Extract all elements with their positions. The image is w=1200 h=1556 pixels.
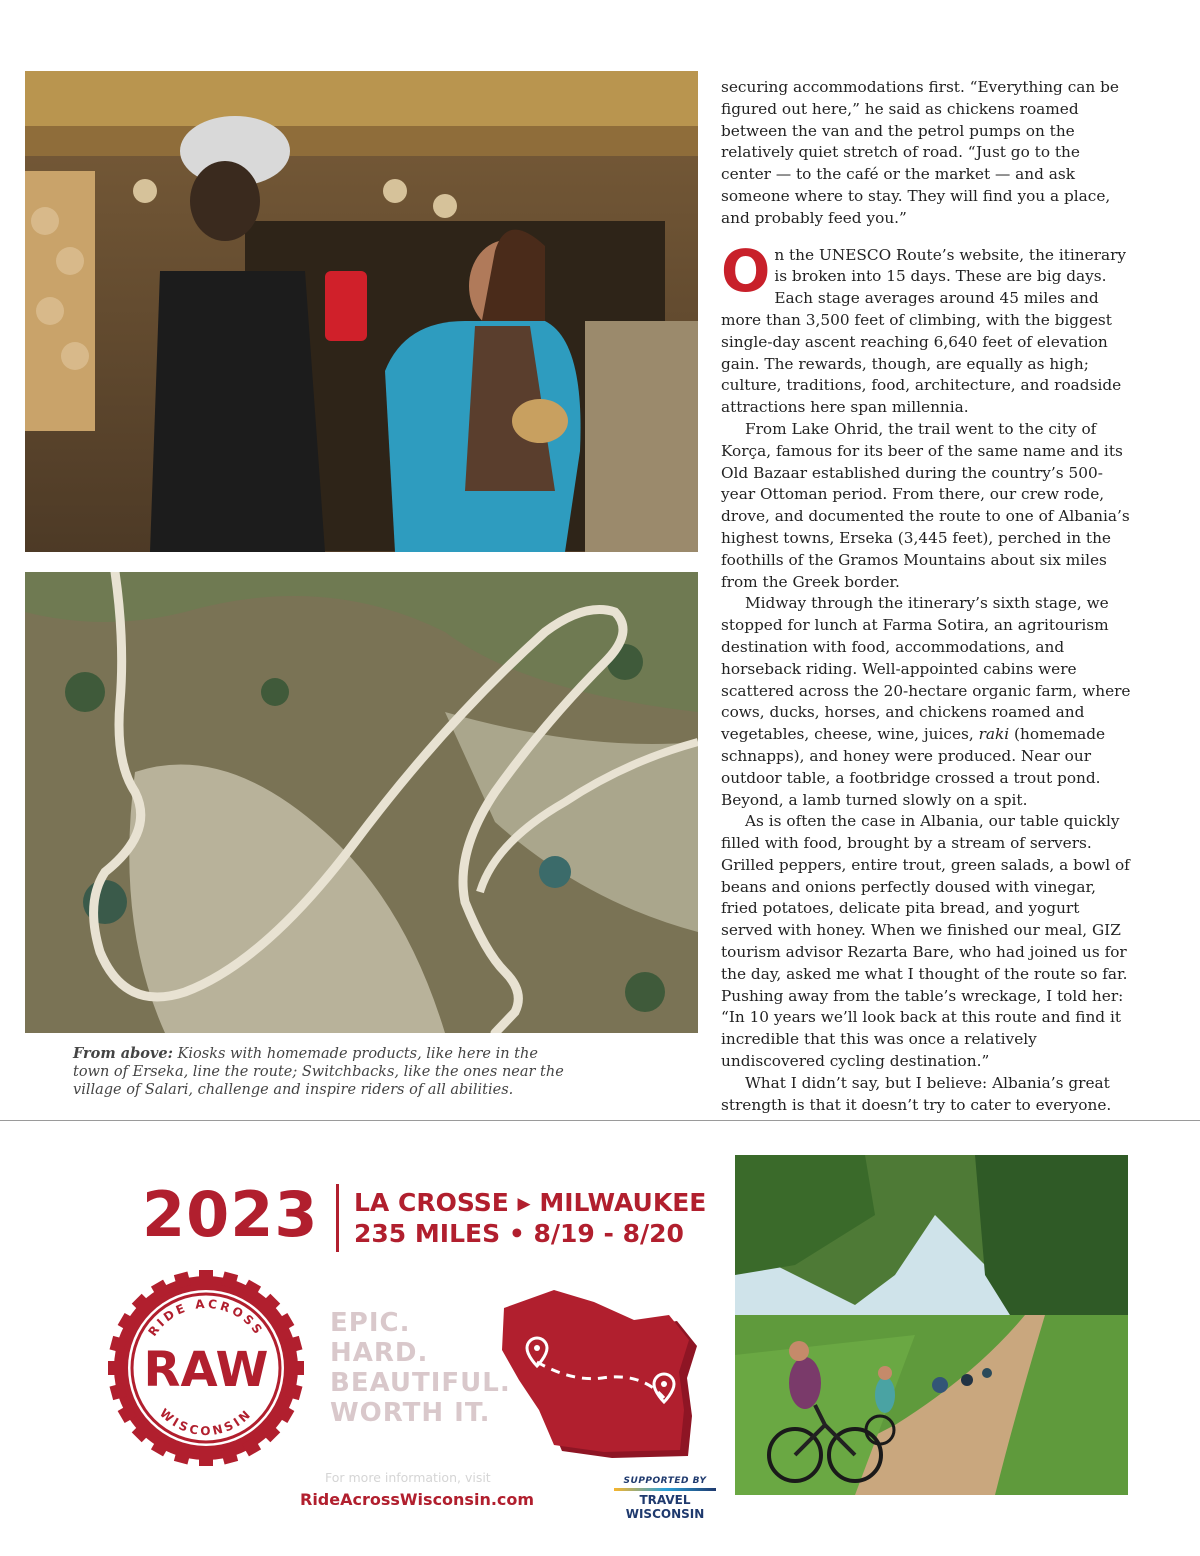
article-paragraph-2-text: n the UNESCO Route’s website, the itinerary is broken into 15 days. These are big days. Each stage averages around 45 miles and more than 3,500 feet of climbing, with the biggest single-day ascent reaching 6,640 feet of elevation gain. The rewards, though, are equally as high; culture, traditions, food, architecture, and roadside attractions here span millennia. <box>721 245 1127 417</box>
photo-caption <box>73 1045 573 1099</box>
ad-divider <box>336 1184 339 1252</box>
route-arrow-icon: ▶ <box>517 1194 531 1214</box>
ad-route-from: LA CROSSE <box>354 1188 509 1217</box>
kiosk-photo-illustration <box>25 71 698 552</box>
gear-tooth <box>108 1361 122 1375</box>
ad-dot: • <box>508 1219 525 1248</box>
gear-tooth <box>290 1361 304 1375</box>
switchbacks-photo <box>25 572 698 1033</box>
ad-route-to: MILWAUKEE <box>539 1188 707 1217</box>
supported-by-label: SUPPORTED BY <box>623 1476 707 1486</box>
article-column <box>721 77 1131 1116</box>
sponsor-name: TRAVEL WISCONSIN <box>625 1493 705 1521</box>
travel-wisconsin-logo <box>602 1476 728 1521</box>
article-paragraph-3: From Lake Ohrid, the trail went to the city of Korça, famous for its beer of the same name and its Old Bazaar established during the country’s 500-year Ottoman period. From there, our crew rode, drove, and documented the route to one of Albania’s highest towns, Erseka (3,445 feet), perched in the foothills of the Gramos Mountains about six miles from the Greek border. <box>721 419 1130 591</box>
kiosk-photo <box>25 71 698 552</box>
ad-miles: 235 MILES <box>354 1219 501 1248</box>
raw-logo <box>106 1268 306 1468</box>
gear-tooth <box>199 1452 213 1466</box>
article-paragraph-5: As is often the case in Albania, our table quickly filled with food, brought by a stream of servers. Grilled peppers, entire trout, green salads, a bowl of beans and onions perfectly doused with vinegar, fried potatoes, delicate pita bread, and yogurt served with honey. When we finished our meal, GIZ tourism advisor Rezarta Bare, who had joined us for the day, asked me what I thought of the route so far. Pushing away from the table’s wreckage, I told her: “In 10 years we’ll look back at this route and find it incredible that this was once a relatively undiscovered cycling destination.” <box>721 812 1130 1071</box>
article-paragraph-4-b: (homemade schnapps), and honey were produced. Near our outdoor table, a footbridge crossed a trout pond. Beyond, a lamb turned slowly on a spit. <box>721 725 1106 809</box>
ad-website-link[interactable]: RideAcrossWisconsin.com <box>300 1490 535 1509</box>
raw-advertisement[interactable] <box>100 1170 720 1521</box>
riders-photo-illustration <box>735 1155 1128 1495</box>
caption-text: Kiosks with homemade products, like here in the town of Erseka, line the route; Switchbacks, like the ones near the village of Salari, challenge and inspire riders of all abilities. <box>73 1046 564 1098</box>
article-paragraph-2 <box>721 236 1131 419</box>
drop-cap: O <box>721 236 771 305</box>
logo-main-text: RAW <box>143 1342 269 1398</box>
ad-dates: 8/19 - 8/20 <box>533 1219 684 1248</box>
tagline-line: WORTH IT. <box>330 1398 491 1428</box>
article-paragraph-4 <box>721 593 1131 811</box>
gear-tooth <box>199 1270 213 1284</box>
logo-top-text: RIDE ACROSS <box>145 1296 267 1339</box>
tagline-line: EPIC. <box>330 1308 411 1338</box>
ad-tagline <box>330 1308 511 1428</box>
page-divider <box>0 1120 1200 1121</box>
tagline-line: HARD. <box>330 1338 429 1368</box>
wisconsin-map <box>492 1286 710 1464</box>
article-paragraph-4-a: Midway through the itinerary’s sixth stage, we stopped for lunch at Farma Sotira, an agritourism destination with food, accommodations, and horseback riding. Well-appointed cabins were scattered across the 20-hectare organic farm, where cows, ducks, horses, and chickens roamed and vegetables, cheese, wine, juices, <box>721 594 1131 744</box>
ad-more-info: For more information, visit <box>325 1470 491 1485</box>
ad-route <box>354 1188 706 1249</box>
article-paragraph-6: What I didn’t say, but I believe: Albania’s great strength is that it doesn’t try to cater to everyone. <box>721 1073 1112 1114</box>
tagline-line: BEAUTIFUL. <box>330 1368 511 1398</box>
caption-lead: From above: <box>73 1045 173 1062</box>
logo-bottom-text: WISCONSIN <box>156 1405 255 1439</box>
article-paragraph-4-em: raki <box>978 725 1010 744</box>
riders-photo <box>735 1155 1128 1495</box>
sponsor-color-bar <box>614 1488 716 1491</box>
ad-year: 2023 <box>142 1178 319 1251</box>
switchbacks-photo-illustration <box>25 572 698 1033</box>
article-paragraph-1: securing accommodations first. “Everything can be figured out here,” he said as chickens roamed between the van and the petrol pumps on the relatively quiet stretch of road. “Just go to the center — to the café or the market — and ask someone where to stay. They will find you a place, and probably feed you.” <box>721 78 1119 227</box>
